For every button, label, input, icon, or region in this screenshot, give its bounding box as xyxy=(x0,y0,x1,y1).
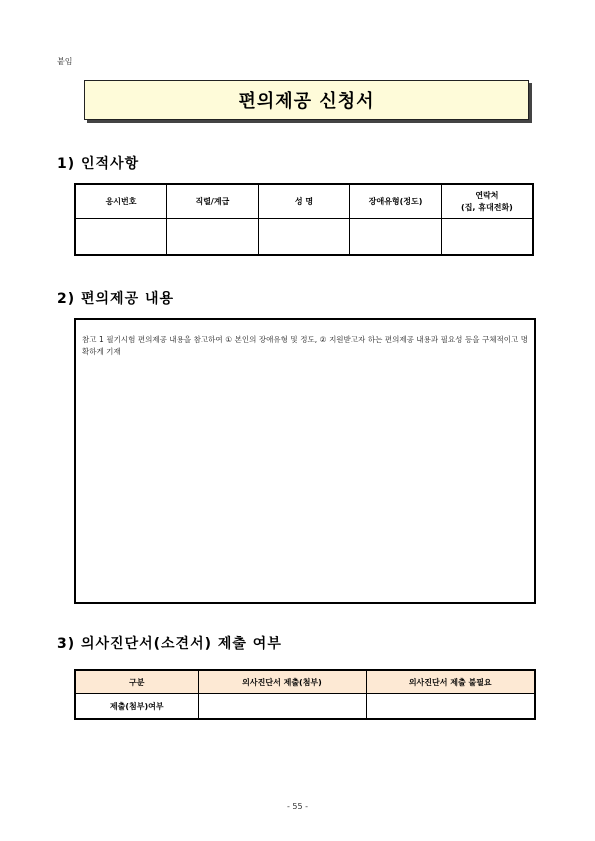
header-certificate-not-required: 의사진단서 제출 불필요 xyxy=(366,670,535,694)
submission-status-label: 제출(첨부)여부 xyxy=(75,694,198,720)
personal-info-table xyxy=(74,183,534,256)
page-number: - 55 - xyxy=(286,802,309,811)
table-input-row xyxy=(75,219,533,256)
disability-type-field[interactable] xyxy=(350,219,442,256)
medical-certificate-table xyxy=(74,669,536,720)
form-title-box xyxy=(84,80,529,120)
header-name: 성 명 xyxy=(258,184,350,219)
attachment-label: 붙임 xyxy=(57,57,73,66)
position-grade-field[interactable] xyxy=(167,219,259,256)
header-category: 구분 xyxy=(75,670,198,694)
contact-field[interactable] xyxy=(441,219,533,256)
header-position-grade: 직렬/계급 xyxy=(167,184,259,219)
header-exam-number: 응시번호 xyxy=(75,184,167,219)
section2-heading: 2) 편의제공 내용 xyxy=(57,291,175,307)
exam-number-field[interactable] xyxy=(75,219,167,256)
certificate-not-required-field[interactable] xyxy=(366,694,535,720)
header-disability-type: 장애유형(정도) xyxy=(350,184,442,219)
header-contact-line1: 연락처 xyxy=(475,190,499,200)
table-input-row xyxy=(75,694,535,720)
table-header-row xyxy=(75,670,535,694)
header-certificate-submitted: 의사진단서 제출(첨부) xyxy=(198,670,366,694)
name-field[interactable] xyxy=(258,219,350,256)
section1-heading: 1) 인적사항 xyxy=(57,156,140,172)
form-title: 편의제공 신청서 xyxy=(238,91,375,112)
header-contact-line2: (집, 휴대전화) xyxy=(461,202,513,212)
table-header-row xyxy=(75,184,533,219)
header-contact xyxy=(441,184,533,219)
accommodation-content-box[interactable] xyxy=(74,318,536,604)
certificate-submitted-field[interactable] xyxy=(198,694,366,720)
section3-heading: 3) 의사진단서(소견서) 제출 여부 xyxy=(57,636,282,652)
accommodation-instruction: 참고 1 필기시험 편의제공 내용을 참고하여 ① 본인의 장애유형 및 정도, ② 지원받고자 하는 편의제공 내용과 필요성 등을 구체적이고 명확하게 기재 xyxy=(82,335,528,356)
